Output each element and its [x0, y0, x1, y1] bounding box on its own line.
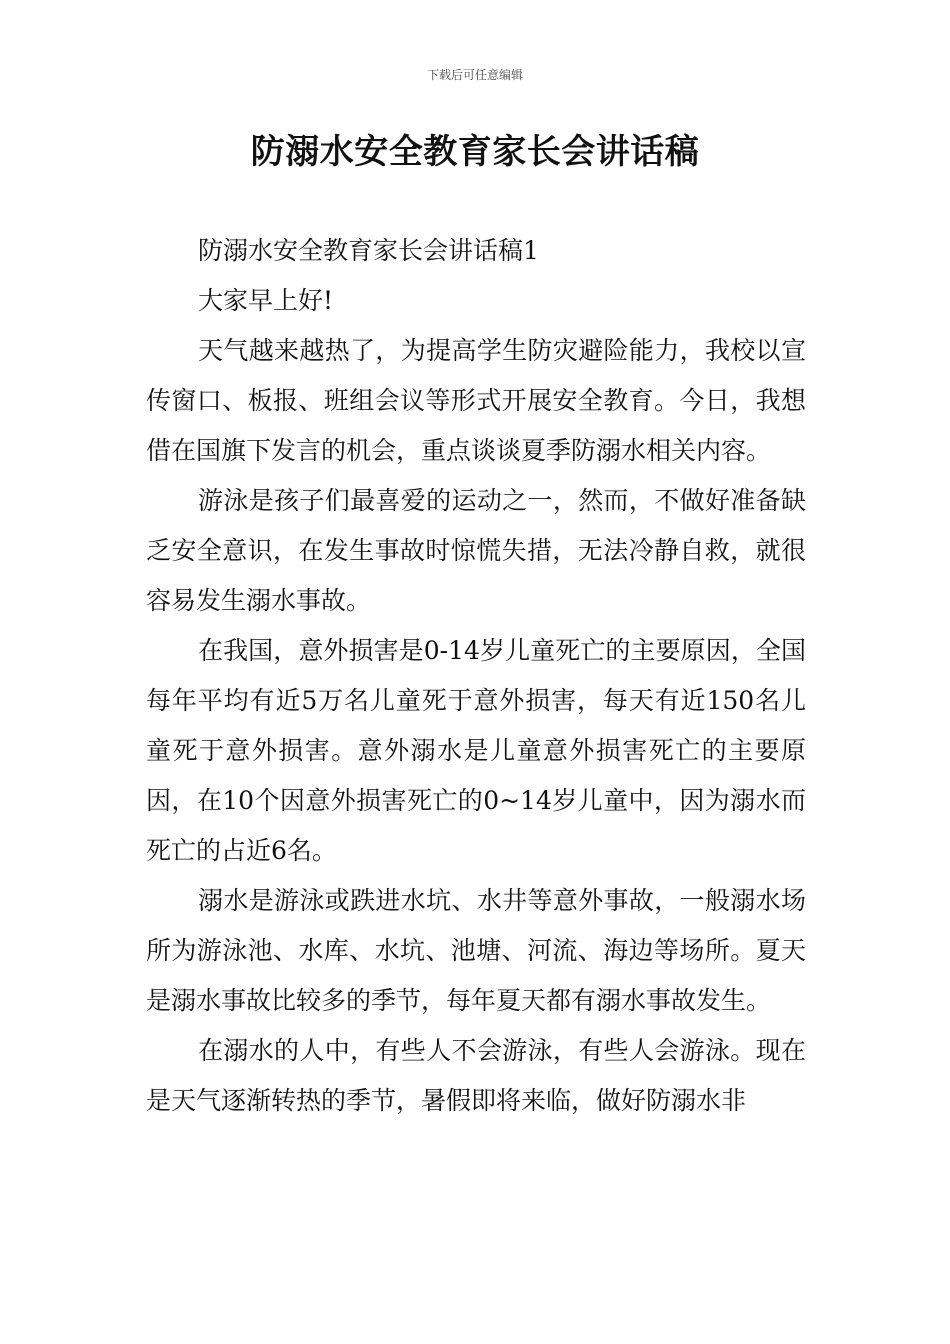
- paragraph: 在我国，意外损害是0-14岁儿童死亡的主要原因，全国每年平均有近5万名儿童死于意外损害，每天有近150名儿童死于意外损害。意外溺水是儿童意外损害死亡的主要原因，在10个因意外损害死亡的0~14岁儿童中，因为溺水而死亡的占近6名。: [146, 636, 806, 865]
- header-note: 下载后可任意编辑: [426, 68, 523, 82]
- paragraph-section-heading: 防溺水安全教育家长会讲话稿1: [198, 236, 539, 265]
- document-body: [146, 226, 806, 1126]
- paragraph: 游泳是孩子们最喜爱的运动之一，然而，不做好准备缺乏安全意识，在发生事故时惊慌失措，无法冷静自救，就很容易发生溺水事故。: [146, 486, 806, 615]
- paragraph-greeting: 大家早上好!: [198, 286, 334, 315]
- paragraph: 溺水是游泳或跌进水坑、水井等意外事故，一般溺水场所为游泳池、水库、水坑、池塘、河流、海边等场所。夏天是溺水事故比较多的季节，每年夏天都有溺水事故发生。: [146, 886, 806, 1015]
- paragraph: 天气越来越热了，为提高学生防灾避险能力，我校以宣传窗口、板报、班组会议等形式开展安全教育。今日，我想借在国旗下发言的机会，重点谈谈夏季防溺水相关内容。: [146, 336, 806, 465]
- document-title: 防溺水安全教育家长会讲话稿: [250, 132, 700, 172]
- paragraph: 在溺水的人中，有些人不会游泳，有些人会游泳。现在是天气逐渐转热的季节，暑假即将来临，做好防溺水非: [146, 1036, 806, 1115]
